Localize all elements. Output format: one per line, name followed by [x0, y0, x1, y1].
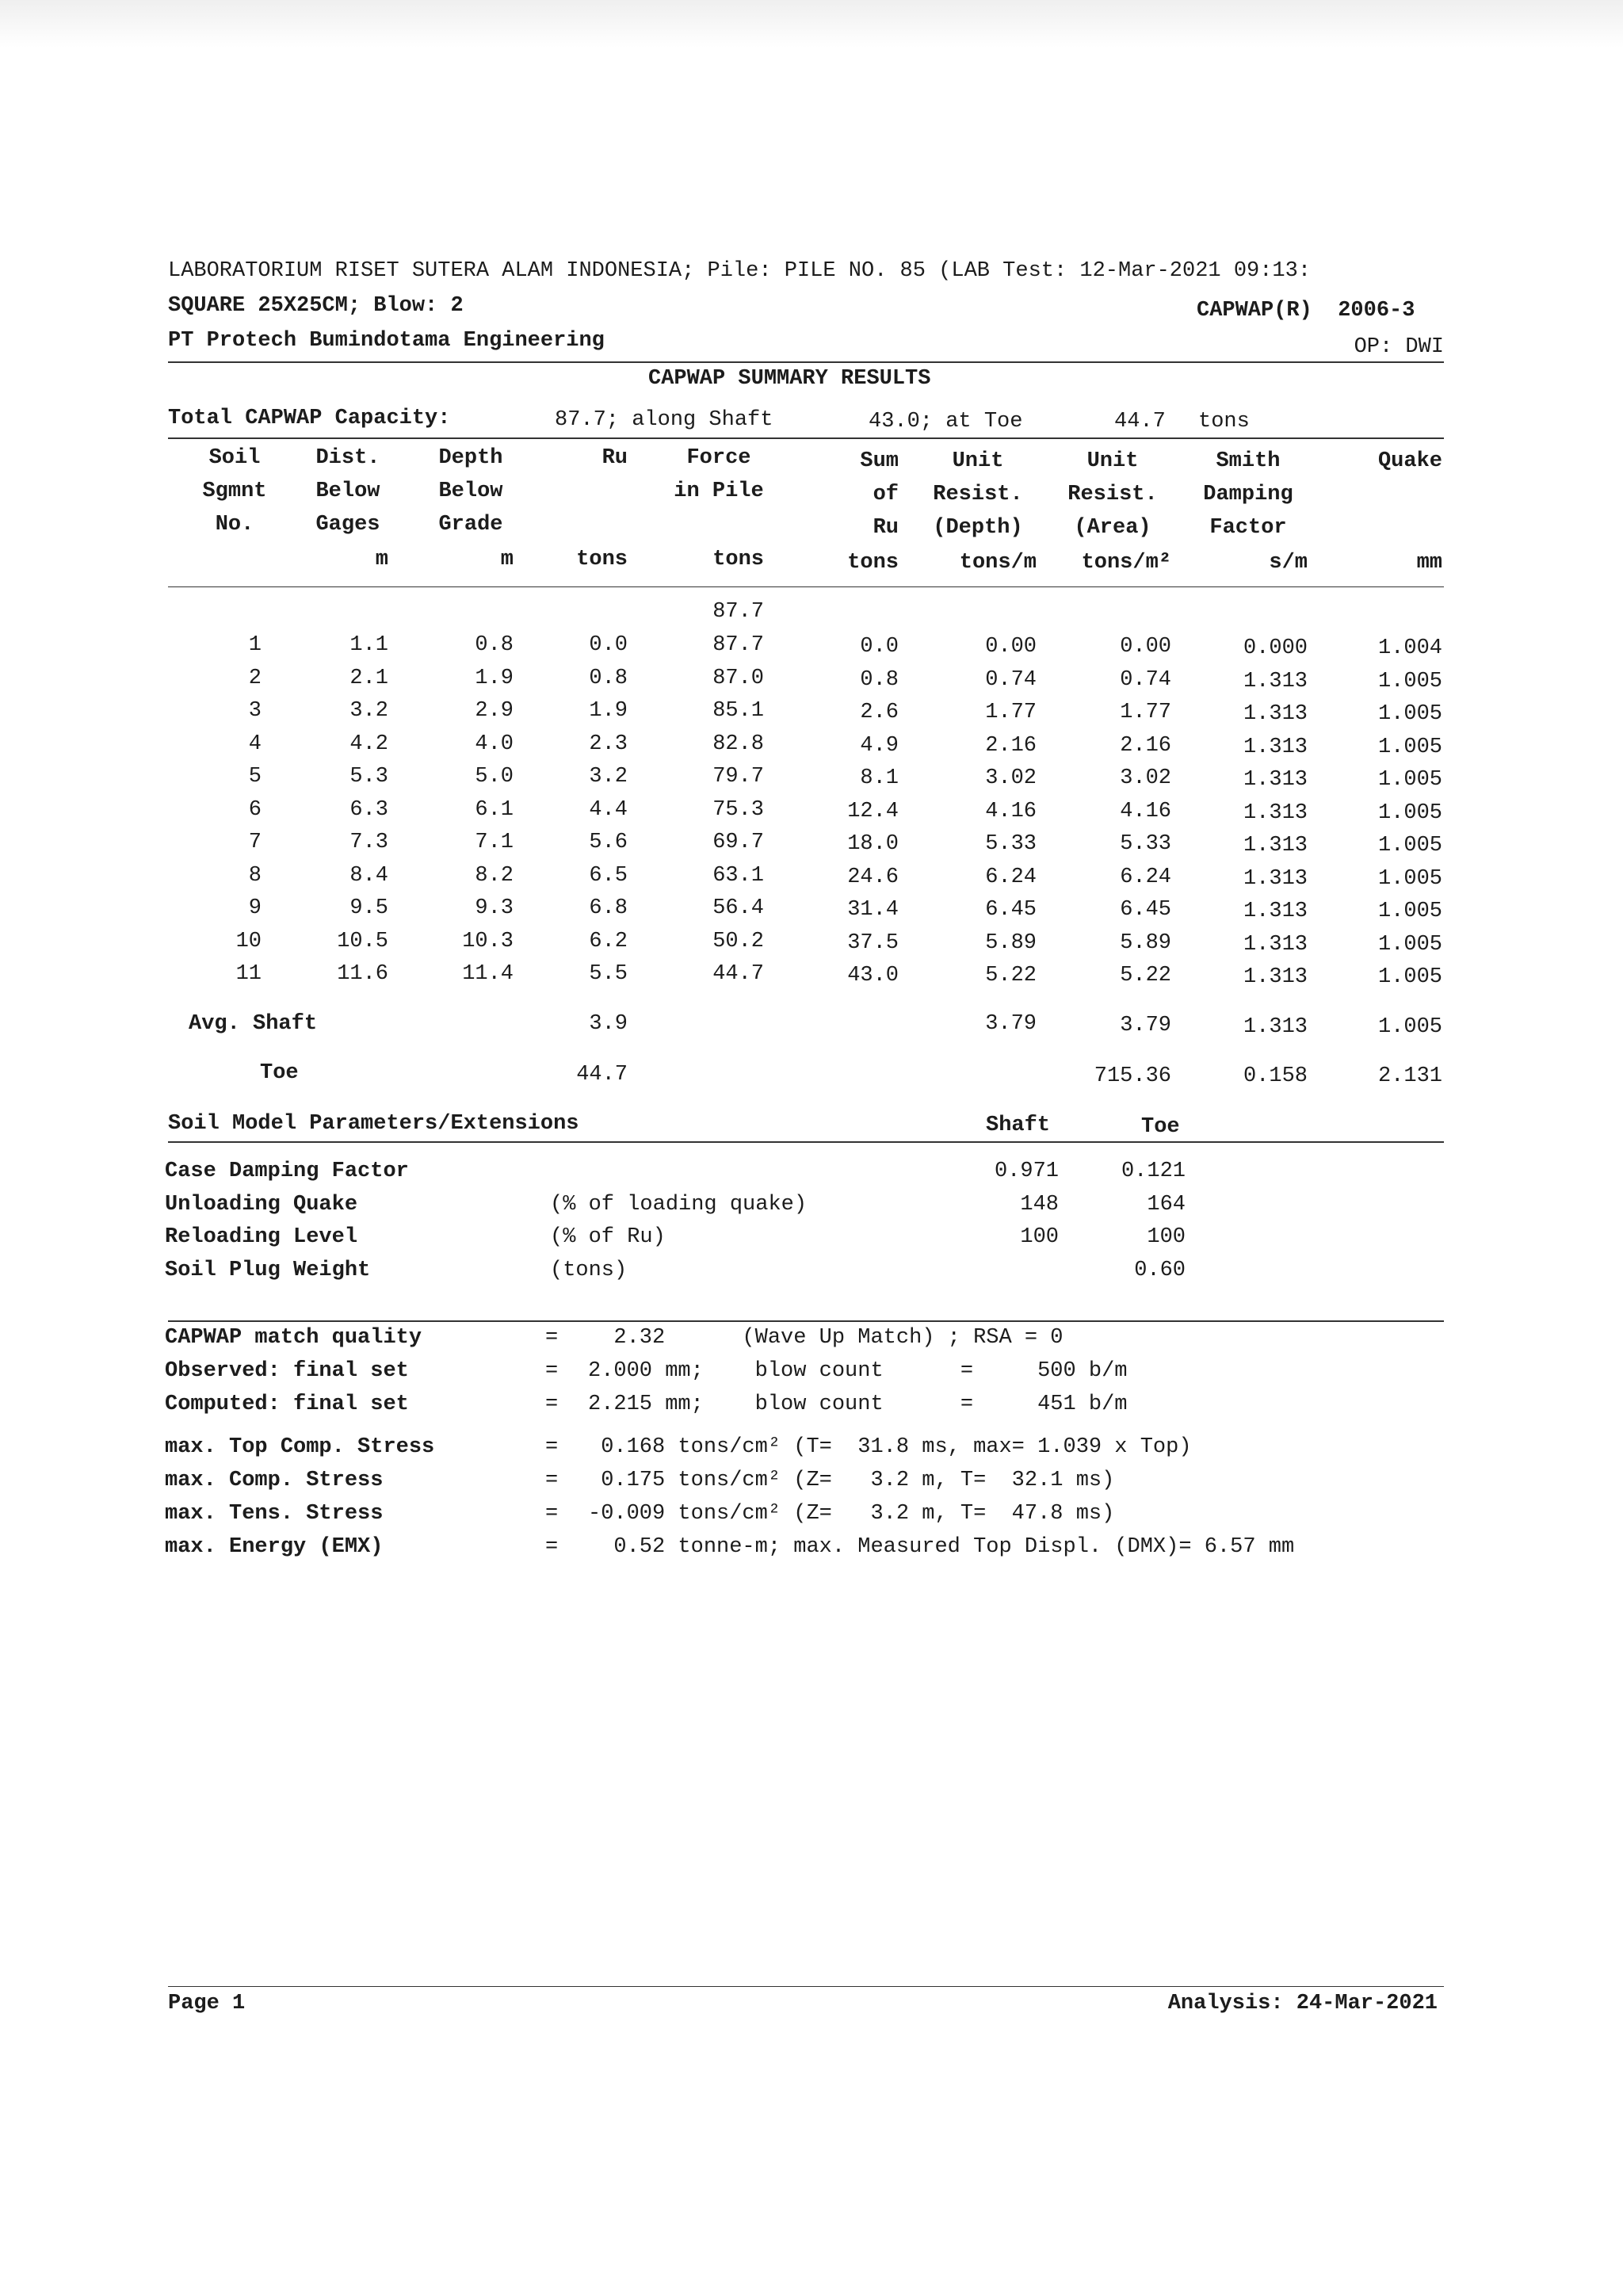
table-cell: 5	[248, 765, 262, 789]
result-value: 2.32 (Wave Up Match) ; RSA = 0	[588, 1326, 1064, 1350]
table-cell: 6.8	[589, 896, 628, 920]
avg-shaft-quake: 1.005	[1377, 1015, 1442, 1039]
table-cell: 3	[248, 699, 262, 723]
table-header-cell: Force	[686, 446, 751, 470]
table-header-cell: Ru	[601, 446, 628, 470]
footer-rule	[168, 1986, 1444, 1987]
table-header-cell: Dist.	[315, 446, 380, 470]
table-cell: 1.9	[589, 699, 628, 723]
header-rule	[168, 361, 1444, 363]
table-cell: 56.4	[712, 896, 764, 920]
table-header-cell: tons	[576, 548, 628, 571]
table-cell: 69.7	[712, 831, 764, 854]
table-cell: 4.16	[985, 799, 1037, 823]
table-cell: 7	[248, 831, 262, 854]
table-cell: 9.3	[475, 896, 514, 920]
table-cell: 5.0	[475, 765, 514, 789]
table-cell: 0.0	[589, 633, 628, 657]
capacity-unit: tons	[1198, 410, 1250, 434]
table-cell: 3.02	[1120, 766, 1171, 790]
avg-shaft-label: Avg. Shaft	[189, 1012, 318, 1036]
table-header-cell: Below	[438, 479, 503, 503]
header-operator: OP: DWI	[1354, 335, 1444, 359]
avg-shaft-unit-depth: 3.79	[985, 1012, 1037, 1036]
result-equals: =	[545, 1359, 559, 1383]
soil-param-label: Case Damping Factor	[165, 1159, 409, 1183]
table-cell: 3.2	[349, 699, 388, 723]
header-company-label: PT Protech Bumindotama Engineering	[168, 329, 605, 353]
table-header-cell: in Pile	[674, 479, 764, 503]
table-cell: 1.313	[1243, 768, 1308, 792]
table-cell: 7.3	[349, 831, 388, 854]
header-line-1: LABORATORIUM RISET SUTERA ALAM INDONESIA; Pile: PILE NO. 85 (LAB Test: 12-Mar-2021 09:13:	[168, 259, 1312, 283]
table-cell: 1.005	[1377, 735, 1442, 759]
table-cell: 6.1	[475, 797, 514, 822]
table-cell: 5.89	[1120, 930, 1171, 955]
table-cell: 6.3	[349, 797, 388, 822]
header-program: CAPWAP(R) 2006-3	[1197, 299, 1415, 323]
result-value: 0.175 tons/cm² (Z= 3.2 m, T= 32.1 ms)	[588, 1469, 1115, 1492]
table-header-cell: Factor	[1209, 516, 1287, 540]
table-cell: 6.45	[985, 898, 1037, 922]
table-cell: 0.00	[985, 635, 1037, 659]
table-cell: 11.4	[462, 962, 514, 986]
soil-param-note: (% of loading quake)	[550, 1192, 808, 1217]
toe-ru: 44.7	[576, 1063, 628, 1087]
table-cell: 9	[248, 896, 262, 920]
table-cell: 1.313	[1243, 866, 1308, 891]
table-cell: 5.33	[985, 832, 1037, 856]
soil-param-shaft: 148	[1020, 1192, 1059, 1217]
table-cell: 4	[248, 732, 262, 756]
table-cell: 12.4	[847, 799, 899, 823]
table-cell: 9.5	[349, 896, 388, 920]
table-cell: 75.3	[712, 797, 764, 822]
table-header-cell: mm	[1416, 551, 1442, 575]
table-header-cell: Depth	[438, 446, 503, 470]
soil-model-rule	[168, 1141, 1444, 1143]
table-header-cell: tons	[712, 548, 764, 571]
table-cell: 87.0	[712, 666, 764, 690]
result-value: 0.52 tonne-m; max. Measured Top Displ. (DMX)= 6.57 mm	[588, 1535, 1295, 1559]
table-cell: 1.005	[1377, 965, 1442, 989]
table-cell: 5.5	[589, 962, 628, 986]
table-cell: 6.24	[1120, 865, 1171, 889]
table-cell: 0.000	[1243, 636, 1308, 660]
table-header-cell: Quake	[1377, 449, 1442, 473]
soil-param-toe: 0.60	[1134, 1258, 1186, 1282]
table-cell: 50.2	[712, 929, 764, 953]
capacity-label: Total CAPWAP Capacity:	[168, 407, 451, 430]
table-cell: 1.005	[1377, 768, 1442, 792]
result-label: Computed: final set	[165, 1392, 409, 1416]
table-cell: 85.1	[712, 699, 764, 723]
table-header-cell: tons	[847, 551, 899, 575]
soil-param-shaft: 100	[1020, 1225, 1059, 1249]
soil-param-label: Reloading Level	[165, 1225, 358, 1249]
table-header-cell: No.	[215, 513, 254, 537]
result-value: 0.168 tons/cm² (T= 31.8 ms, max= 1.039 x Top)	[588, 1435, 1192, 1459]
capacity-toe: 44.7	[1114, 410, 1166, 434]
capacity-total: 87.7; along Shaft	[555, 408, 773, 432]
toe-label: Toe	[260, 1061, 299, 1085]
table-header-cell: Ru	[873, 516, 899, 540]
result-equals: =	[545, 1502, 559, 1526]
table-header-cell: Sum	[860, 449, 899, 473]
table-cell: 5.22	[1120, 964, 1171, 988]
result-equals: =	[545, 1535, 559, 1559]
result-label: Observed: final set	[165, 1359, 409, 1383]
soil-model-col-shaft: Shaft	[986, 1114, 1051, 1137]
table-header-cell: Smith	[1216, 449, 1281, 473]
table-cell: 5.22	[985, 964, 1037, 988]
table-cell: 8.4	[349, 863, 388, 888]
table-cell: 1.313	[1243, 800, 1308, 825]
table-cell: 1.004	[1377, 636, 1442, 660]
avg-shaft-damping: 1.313	[1243, 1015, 1308, 1039]
summary-rule	[168, 437, 1444, 439]
table-cell: 6.5	[589, 863, 628, 888]
result-equals: =	[545, 1392, 559, 1416]
scan-shade	[0, 0, 1623, 48]
soil-param-note: (% of Ru)	[550, 1225, 666, 1249]
soil-param-label: Unloading Quake	[165, 1192, 358, 1217]
table-cell: 1	[248, 633, 262, 657]
result-value: -0.009 tons/cm² (Z= 3.2 m, T= 47.8 ms)	[588, 1502, 1115, 1526]
header-pile-type: SQUARE 25X25CM; Blow: 2	[168, 294, 464, 318]
table-cell: 10	[235, 929, 262, 953]
table-cell: 18.0	[847, 832, 899, 856]
table-header-cell: Below	[315, 479, 380, 503]
table-cell: 1.313	[1243, 735, 1308, 759]
result-label: max. Energy (EMX)	[165, 1535, 384, 1559]
table-header-cell: Unit	[1086, 449, 1139, 473]
table-cell: 7.1	[475, 831, 514, 854]
table-cell: 2.9	[475, 699, 514, 723]
toe-quake: 2.131	[1377, 1064, 1442, 1088]
soil-param-note: (tons)	[550, 1258, 628, 1282]
table-header-cell: s/m	[1269, 551, 1308, 575]
table-cell: 0.74	[1120, 667, 1171, 692]
table-cell: 6.2	[589, 929, 628, 953]
table-cell: 1.313	[1243, 669, 1308, 693]
table-cell: 2.16	[985, 733, 1037, 758]
table-cell: 44.7	[712, 962, 764, 986]
table-cell: 4.4	[589, 797, 628, 822]
table-header-cell: tons/m²	[1081, 551, 1171, 575]
table-cell: 5.89	[985, 930, 1037, 955]
table-cell: 87.7	[712, 633, 764, 657]
table-cell: 1.005	[1377, 834, 1442, 858]
result-label: max. Top Comp. Stress	[165, 1435, 435, 1459]
table-cell: 1.313	[1243, 932, 1308, 957]
table-cell: 1.005	[1377, 800, 1442, 825]
capacity-shaft: 43.0; at Toe	[869, 410, 1023, 434]
table-cell: 24.6	[847, 865, 899, 889]
table-cell: 11	[235, 962, 262, 986]
toe-unit-area: 715.36	[1094, 1064, 1171, 1088]
result-label: max. Tens. Stress	[165, 1502, 384, 1526]
table-cell: 63.1	[712, 863, 764, 888]
soil-param-toe: 0.121	[1121, 1159, 1186, 1183]
soil-param-shaft: 0.971	[994, 1159, 1059, 1183]
table-cell: 2.16	[1120, 733, 1171, 758]
table-header-rule	[168, 586, 1444, 587]
avg-shaft-unit-area: 3.79	[1120, 1014, 1171, 1037]
table-cell: 0.8	[860, 667, 899, 692]
header-company	[168, 328, 605, 353]
table-cell: 1.005	[1377, 932, 1442, 957]
toe-damping: 0.158	[1243, 1064, 1308, 1088]
result-value: 2.000 mm; blow count = 500 b/m	[588, 1359, 1128, 1383]
table-cell: 2	[248, 666, 262, 690]
table-header-cell: Grade	[438, 513, 503, 537]
soil-model-title: Soil Model Parameters/Extensions	[168, 1112, 579, 1136]
table-cell: 1.005	[1377, 702, 1442, 726]
table-cell: 1.313	[1243, 702, 1308, 726]
table-cell: 4.2	[349, 732, 388, 756]
table-cell: 4.16	[1120, 799, 1171, 823]
table-header-cell: Gages	[315, 513, 380, 537]
top-force-value: 87.7	[712, 600, 764, 624]
table-cell: 5.3	[349, 765, 388, 789]
table-header-cell: Resist.	[933, 483, 1023, 506]
table-cell: 1.77	[1120, 701, 1171, 724]
soil-model-col-toe: Toe	[1141, 1115, 1180, 1139]
table-cell: 6	[248, 797, 262, 822]
table-cell: 3.02	[985, 766, 1037, 790]
table-cell: 5.33	[1120, 832, 1171, 856]
table-cell: 1.313	[1243, 965, 1308, 989]
table-cell: 2.1	[349, 666, 388, 690]
table-cell: 4.9	[860, 733, 899, 758]
table-cell: 1.005	[1377, 866, 1442, 891]
table-cell: 2.3	[589, 732, 628, 756]
table-header-cell: m	[375, 548, 388, 571]
table-cell: 0.0	[860, 635, 899, 659]
table-cell: 82.8	[712, 732, 764, 756]
table-header-cell: Unit	[952, 449, 1004, 473]
result-equals: =	[545, 1326, 559, 1350]
table-cell: 31.4	[847, 898, 899, 922]
soil-param-toe: 164	[1147, 1192, 1186, 1217]
table-cell: 6.24	[985, 865, 1037, 889]
table-cell: 3.2	[589, 765, 628, 789]
avg-shaft-ru: 3.9	[589, 1012, 628, 1036]
result-equals: =	[545, 1469, 559, 1492]
table-cell: 1.1	[349, 633, 388, 657]
results-rule	[168, 1320, 1444, 1322]
result-label: max. Comp. Stress	[165, 1469, 384, 1492]
table-header-cell: of	[873, 483, 899, 506]
summary-title: CAPWAP SUMMARY RESULTS	[648, 367, 931, 391]
table-cell: 0.00	[1120, 635, 1171, 659]
table-cell: 0.8	[589, 666, 628, 690]
table-header-cell: Sgmnt	[202, 479, 267, 503]
table-cell: 43.0	[847, 964, 899, 988]
table-cell: 1.313	[1243, 834, 1308, 858]
table-cell: 0.74	[985, 667, 1037, 692]
table-cell: 79.7	[712, 765, 764, 789]
result-label: CAPWAP match quality	[165, 1326, 422, 1350]
table-cell: 1.005	[1377, 900, 1442, 923]
table-header-cell: Resist.	[1067, 483, 1158, 506]
table-header-cell: Soil	[208, 446, 261, 470]
table-cell: 0.8	[475, 633, 514, 657]
table-header-cell: m	[500, 548, 514, 571]
page-number: Page 1	[168, 1992, 246, 2015]
table-header-cell: (Depth)	[933, 516, 1023, 540]
table-cell: 1.9	[475, 666, 514, 690]
table-cell: 8	[248, 863, 262, 888]
table-cell: 5.6	[589, 831, 628, 854]
table-cell: 1.77	[985, 701, 1037, 724]
result-value: 2.215 mm; blow count = 451 b/m	[588, 1392, 1128, 1416]
table-cell: 1.313	[1243, 900, 1308, 923]
table-cell: 10.5	[337, 929, 388, 953]
table-header-cell: Damping	[1203, 483, 1293, 506]
table-cell: 2.6	[860, 701, 899, 724]
table-cell: 6.45	[1120, 898, 1171, 922]
analysis-date: Analysis: 24-Mar-2021	[1167, 1992, 1438, 2015]
table-cell: 11.6	[337, 962, 388, 986]
table-cell: 37.5	[847, 930, 899, 955]
table-cell: 10.3	[462, 929, 514, 953]
table-cell: 1.005	[1377, 669, 1442, 693]
table-cell: 8.2	[475, 863, 514, 888]
table-header-cell: tons/m	[959, 551, 1037, 575]
result-equals: =	[545, 1435, 559, 1459]
table-cell: 4.0	[475, 732, 514, 756]
soil-param-toe: 100	[1147, 1225, 1186, 1249]
soil-param-label: Soil Plug Weight	[165, 1258, 371, 1282]
table-cell: 8.1	[860, 766, 899, 790]
table-header-cell: (Area)	[1074, 516, 1151, 540]
